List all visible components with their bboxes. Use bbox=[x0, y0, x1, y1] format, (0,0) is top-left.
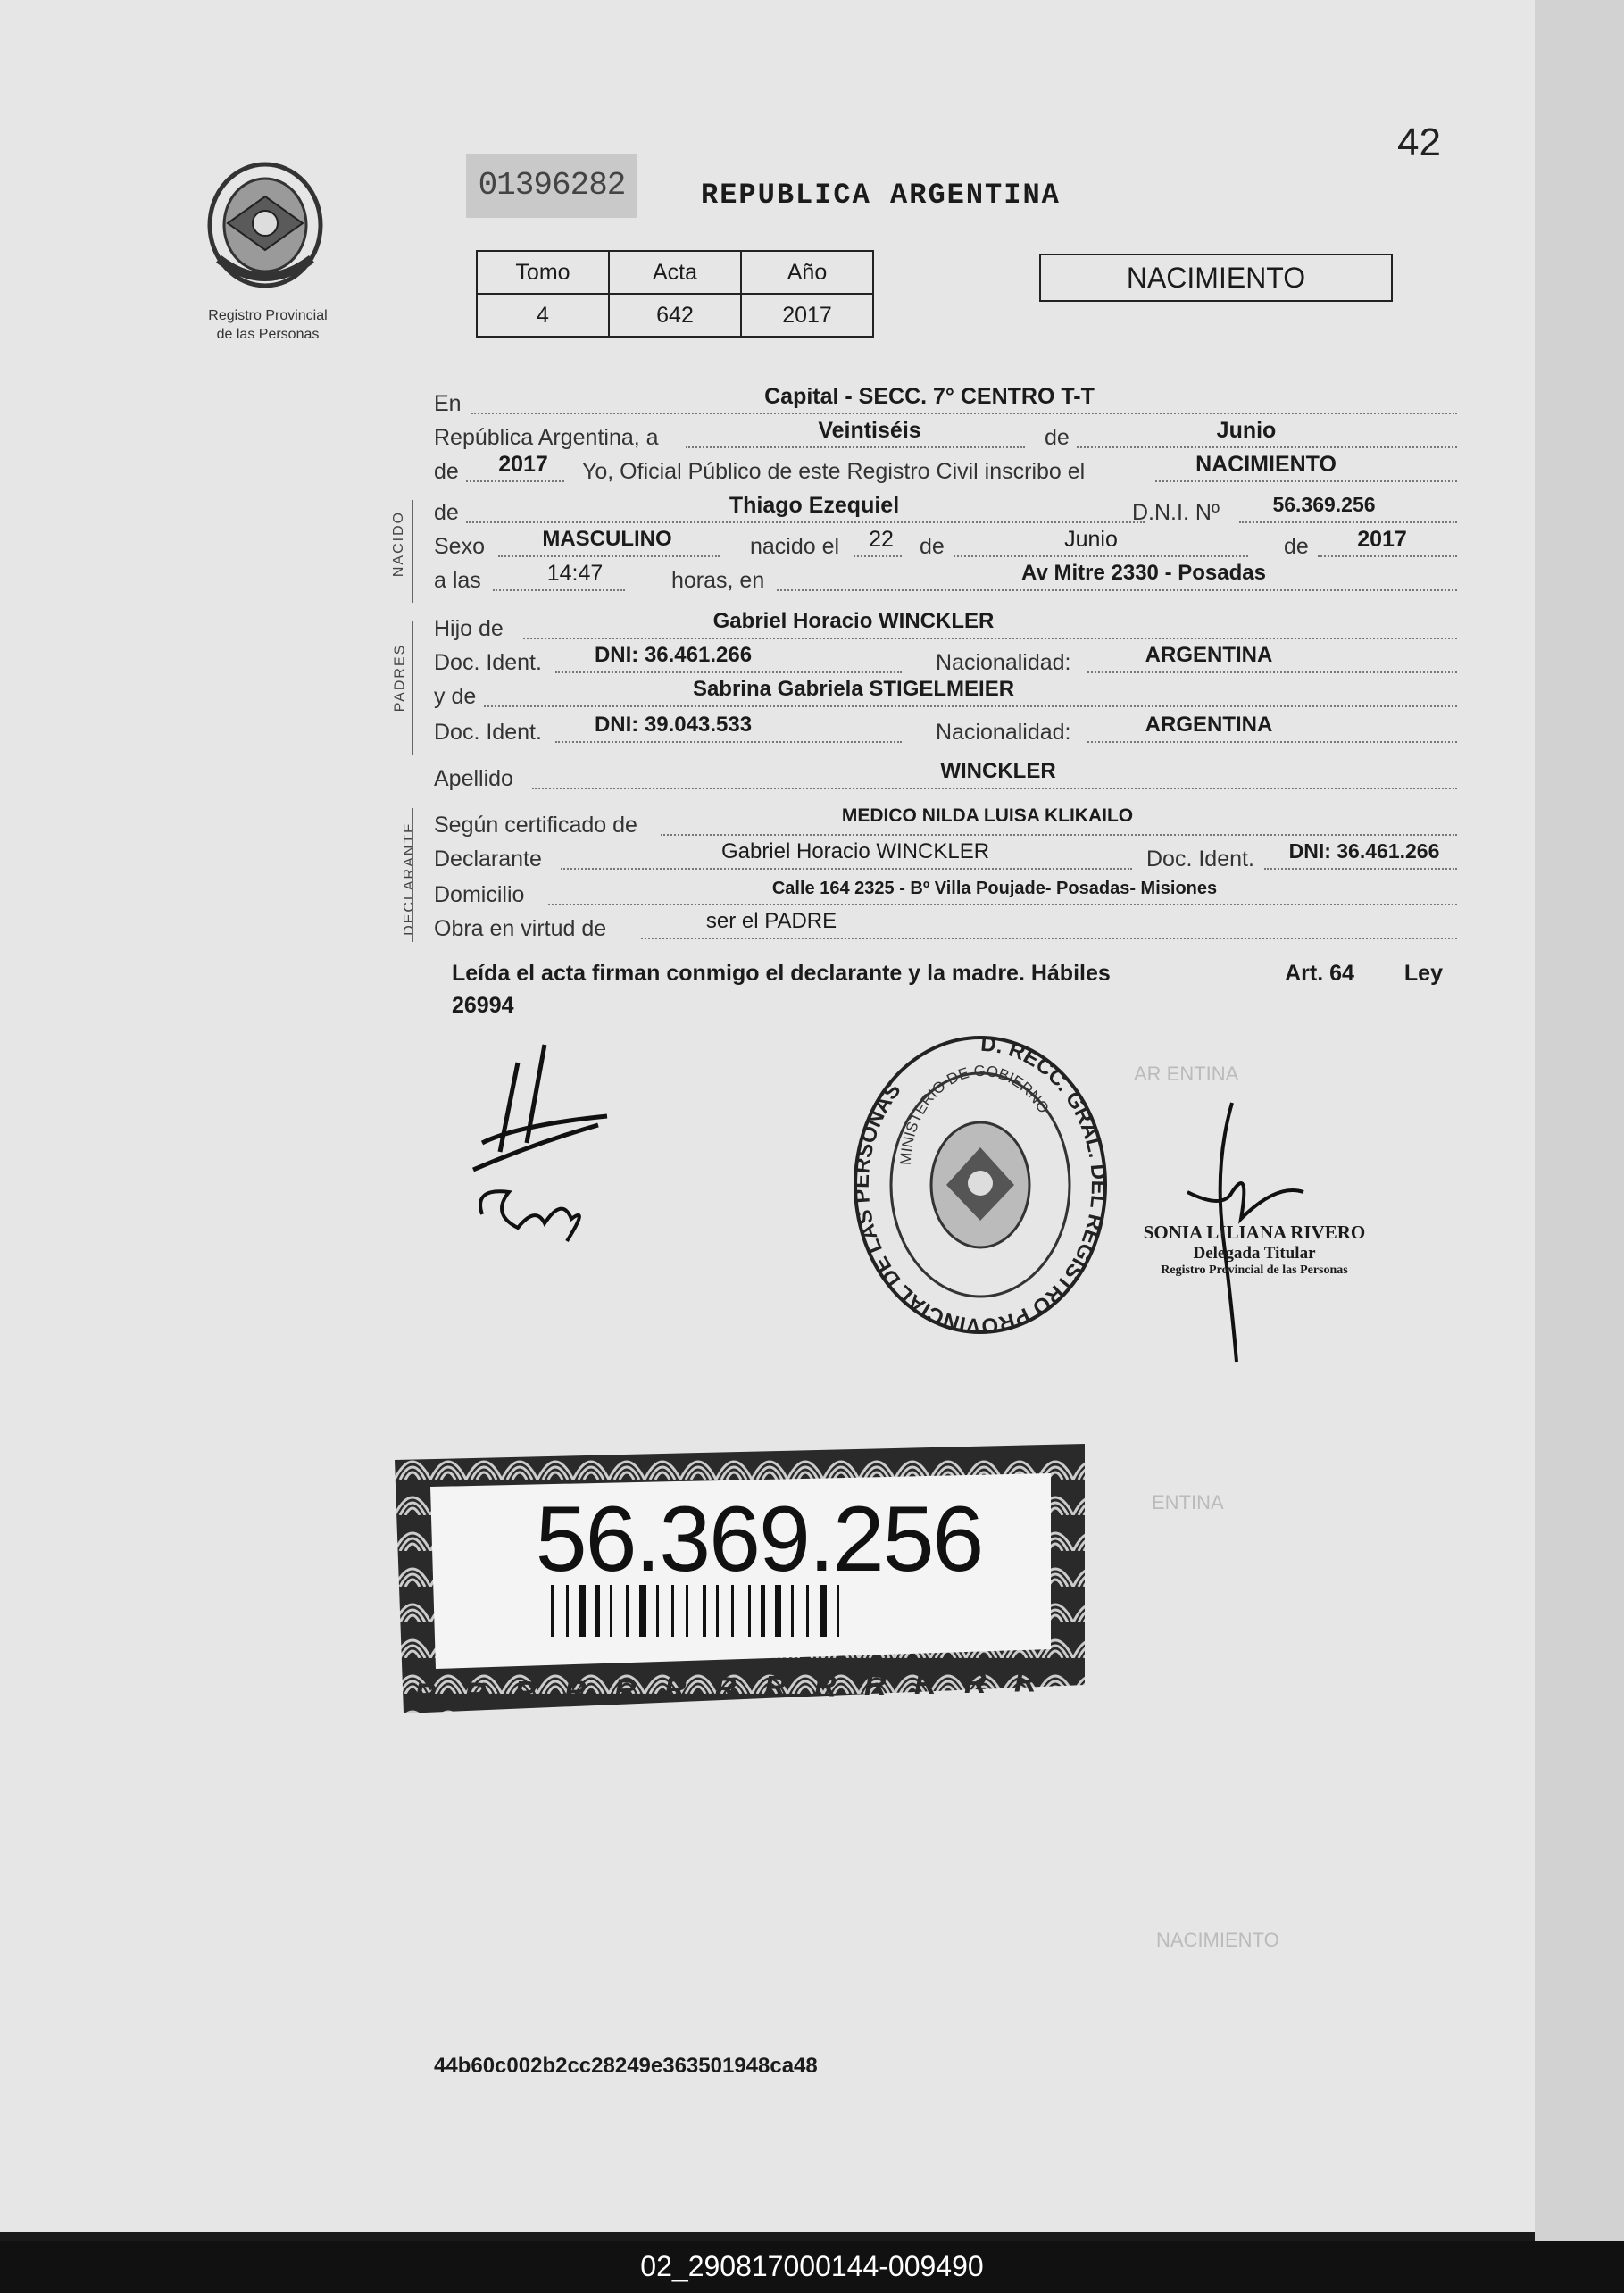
field-row-obra bbox=[434, 909, 1457, 945]
dotted-line bbox=[854, 555, 902, 557]
closing-statement bbox=[452, 957, 1443, 1021]
svg-text:R: R bbox=[964, 1665, 987, 1700]
value-nombre: Thiago Ezequiel bbox=[729, 493, 900, 518]
dotted-line bbox=[1264, 868, 1457, 870]
svg-text:R: R bbox=[464, 1676, 487, 1711]
value-padre: Gabriel Horacio WINCKLER bbox=[712, 609, 995, 633]
dotted-line bbox=[641, 938, 1457, 939]
svg-text:R: R bbox=[414, 1678, 437, 1712]
value-declarante-doc: DNI: 36.461.266 bbox=[1288, 839, 1440, 863]
value-certificado: MEDICO NILDA LUISA KLIKAILO bbox=[841, 805, 1134, 826]
svg-text:R: R bbox=[564, 1674, 587, 1709]
section-label-nacido: NACIDO bbox=[391, 510, 407, 578]
value-nac-anio: 2017 bbox=[1357, 527, 1407, 552]
dotted-line bbox=[1239, 521, 1457, 523]
label-republica: República Argentina, a bbox=[434, 425, 659, 450]
bleed-through: ENTINA bbox=[1152, 1491, 1224, 1513]
field-row-madre-doc bbox=[434, 713, 1457, 748]
barcode-number: 56.369.256 bbox=[535, 1488, 983, 1591]
label-de: de bbox=[434, 500, 459, 525]
section-label-padres: PADRES bbox=[392, 643, 408, 713]
field-row-sexo bbox=[434, 527, 1457, 563]
dotted-line bbox=[777, 589, 1457, 591]
dotted-line bbox=[1318, 555, 1457, 557]
label-inscribo: Yo, Oficial Público de este Registro Civil inscribo el bbox=[582, 459, 1086, 484]
statement-law-number: 26994 bbox=[452, 993, 514, 1018]
dotted-line bbox=[561, 868, 1132, 870]
label-hijo-de: Hijo de bbox=[434, 616, 504, 641]
value-lugar-nacimiento: Av Mitre 2330 - Posadas bbox=[1021, 561, 1266, 585]
registry-caption: Registro Provincial de las Personas bbox=[208, 308, 328, 342]
svg-text:R: R bbox=[664, 1672, 687, 1706]
label-certificado: Según certificado de bbox=[434, 813, 637, 838]
field-row-anio bbox=[434, 452, 1457, 488]
field-row-apellido bbox=[434, 759, 1457, 795]
value-apellido: WINCKLER bbox=[940, 759, 1056, 783]
dotted-line bbox=[555, 741, 902, 743]
scan-footer bbox=[0, 2241, 1624, 2293]
dotted-line bbox=[466, 480, 564, 482]
official-office: Registro Provincial de las Personas bbox=[1161, 1263, 1348, 1277]
field-row-nombre bbox=[434, 493, 1457, 529]
statement-article: Art. 64 bbox=[1285, 961, 1354, 986]
section-bracket bbox=[412, 500, 413, 603]
label-nacido-el: nacido el bbox=[750, 534, 840, 559]
page-number: 42 bbox=[1397, 121, 1441, 164]
label-de: de bbox=[1284, 534, 1309, 559]
document-title: REPUBLICA ARGENTINA bbox=[701, 179, 1061, 212]
value-nac-dia: 22 bbox=[869, 527, 894, 552]
value-madre-doc: DNI: 39.043.533 bbox=[594, 713, 753, 737]
value-anio: 2017 bbox=[741, 294, 873, 337]
svg-text:R: R bbox=[514, 1675, 537, 1710]
value-tipo-inscripcion: NACIMIENTO bbox=[1195, 452, 1337, 477]
value-madre-nacionalidad: ARGENTINA bbox=[1145, 713, 1273, 737]
value-nac-mes: Junio bbox=[1064, 527, 1118, 552]
registry-table bbox=[476, 250, 874, 338]
field-row-padre-doc bbox=[434, 643, 1457, 679]
label-doc-ident: Doc. Ident. bbox=[434, 720, 542, 745]
svg-text:R: R bbox=[914, 1667, 937, 1701]
act-type-box: NACIMIENTO bbox=[1039, 254, 1393, 302]
label-declarante: Declarante bbox=[434, 846, 542, 871]
field-row-padre bbox=[434, 609, 1457, 645]
field-row-hora bbox=[434, 561, 1457, 596]
dotted-line bbox=[523, 638, 1457, 639]
header-acta: Acta bbox=[609, 251, 741, 294]
official-role: Delegada Titular bbox=[1193, 1244, 1316, 1263]
value-obra: ser el PADRE bbox=[705, 909, 837, 933]
value-declarante: Gabriel Horacio WINCKLER bbox=[720, 839, 990, 863]
label-nacionalidad: Nacionalidad: bbox=[936, 720, 1071, 745]
value-dia: Veintiséis bbox=[818, 418, 921, 443]
label-doc-ident: Doc. Ident. bbox=[434, 650, 542, 675]
value-dni: 56.369.256 bbox=[1272, 493, 1376, 516]
value-mes: Junio bbox=[1216, 418, 1277, 443]
value-acta: 642 bbox=[609, 294, 741, 337]
value-sexo: MASCULINO bbox=[542, 527, 672, 551]
dotted-line bbox=[471, 413, 1457, 414]
field-row-en bbox=[434, 384, 1457, 420]
dotted-line bbox=[532, 788, 1457, 789]
bleed-through: AR ENTINA bbox=[1134, 1063, 1239, 1085]
dotted-line bbox=[954, 555, 1248, 557]
value-madre: Sabrina Gabriela STIGELMEIER bbox=[692, 677, 1015, 701]
value-tomo: 4 bbox=[477, 294, 609, 337]
dotted-line bbox=[1077, 446, 1457, 448]
underlying-page bbox=[1535, 0, 1624, 2241]
field-row-madre bbox=[434, 677, 1457, 713]
value-domicilio: Calle 164 2325 - Bº Villa Poujade- Posadas- Misiones bbox=[771, 879, 1218, 898]
svg-text:R: R bbox=[614, 1673, 637, 1708]
label-nacionalidad: Nacionalidad: bbox=[936, 650, 1071, 675]
field-row-fecha bbox=[434, 418, 1457, 454]
label-domicilio: Domicilio bbox=[434, 882, 525, 907]
svg-text:R: R bbox=[1014, 1664, 1037, 1699]
label-doc-ident: Doc. Ident. bbox=[1146, 846, 1254, 871]
label-obra: Obra en virtud de bbox=[434, 916, 607, 941]
dotted-line bbox=[661, 834, 1457, 836]
dotted-line bbox=[1087, 741, 1457, 743]
dotted-line bbox=[548, 904, 1457, 905]
label-sexo: Sexo bbox=[434, 534, 485, 559]
declarant-signature-icon bbox=[464, 1036, 625, 1250]
serial-stamp: 01396282 bbox=[466, 154, 637, 218]
dotted-line bbox=[484, 705, 1457, 707]
svg-text:R: R bbox=[714, 1671, 737, 1705]
field-row-domicilio bbox=[434, 875, 1457, 911]
svg-text:R: R bbox=[814, 1669, 837, 1704]
svg-text:D. RECC. GRAL. DEL REGISTRO PR: D. RECC. GRAL. DEL REGISTRO PROVINCIAL DE LAS PERSONAS bbox=[849, 1031, 1112, 1338]
svg-text:R: R bbox=[764, 1670, 787, 1705]
dotted-line bbox=[1087, 671, 1457, 673]
svg-text:R: R bbox=[864, 1668, 887, 1703]
label-horas-en: horas, en bbox=[671, 568, 765, 593]
svg-text:MINISTERIO DE GOBIERNO: MINISTERIO DE GOBIERNO bbox=[896, 1062, 1053, 1166]
dotted-line bbox=[466, 521, 1145, 523]
value-hora: 14:47 bbox=[546, 561, 604, 586]
label-y-de: y de bbox=[434, 684, 477, 709]
statement-law: Ley bbox=[1403, 961, 1443, 986]
scan-id: 02_290817000144-009490 bbox=[640, 2250, 984, 2282]
document-hash: 44b60c002b2cc28249e363501948ca48 bbox=[434, 2054, 818, 2078]
value-padre-doc: DNI: 36.461.266 bbox=[594, 643, 753, 667]
value-lugar-inscripcion: Capital - SECC. 7° CENTRO T-T bbox=[764, 384, 1095, 409]
section-label-declarante: DECLARANTE bbox=[401, 821, 417, 936]
value-anio: 2017 bbox=[498, 452, 548, 477]
section-bracket bbox=[412, 808, 413, 942]
official-seal-icon bbox=[848, 1031, 1112, 1339]
label-en: En bbox=[434, 391, 462, 416]
label-de: de bbox=[920, 534, 945, 559]
dotted-line bbox=[1155, 480, 1457, 482]
dotted-line bbox=[493, 589, 625, 591]
section-bracket bbox=[412, 621, 413, 755]
field-row-certificado bbox=[434, 805, 1457, 841]
registry-emblem-icon bbox=[201, 161, 330, 295]
dotted-line bbox=[498, 555, 720, 557]
official-name: SONIA LILIANA RIVERO bbox=[1143, 1222, 1366, 1243]
dotted-line bbox=[555, 671, 902, 673]
header-tomo: Tomo bbox=[477, 251, 609, 294]
field-row-declarante bbox=[434, 839, 1457, 875]
label-apellido: Apellido bbox=[434, 766, 513, 791]
label-dni: D.N.I. Nº bbox=[1132, 500, 1220, 525]
label-a-las: a las bbox=[434, 568, 481, 593]
label-de: de bbox=[1045, 425, 1070, 450]
statement-text: Leída el acta firman conmigo el declarante y la madre. Hábiles bbox=[452, 961, 1111, 986]
official-stamp bbox=[1112, 1222, 1397, 1278]
header-anio: Año bbox=[741, 251, 873, 294]
value-padre-nacionalidad: ARGENTINA bbox=[1145, 643, 1273, 667]
bleed-through: NACIMIENTO bbox=[1156, 1929, 1279, 1951]
dotted-line bbox=[686, 446, 1025, 448]
label-de: de bbox=[434, 459, 459, 484]
